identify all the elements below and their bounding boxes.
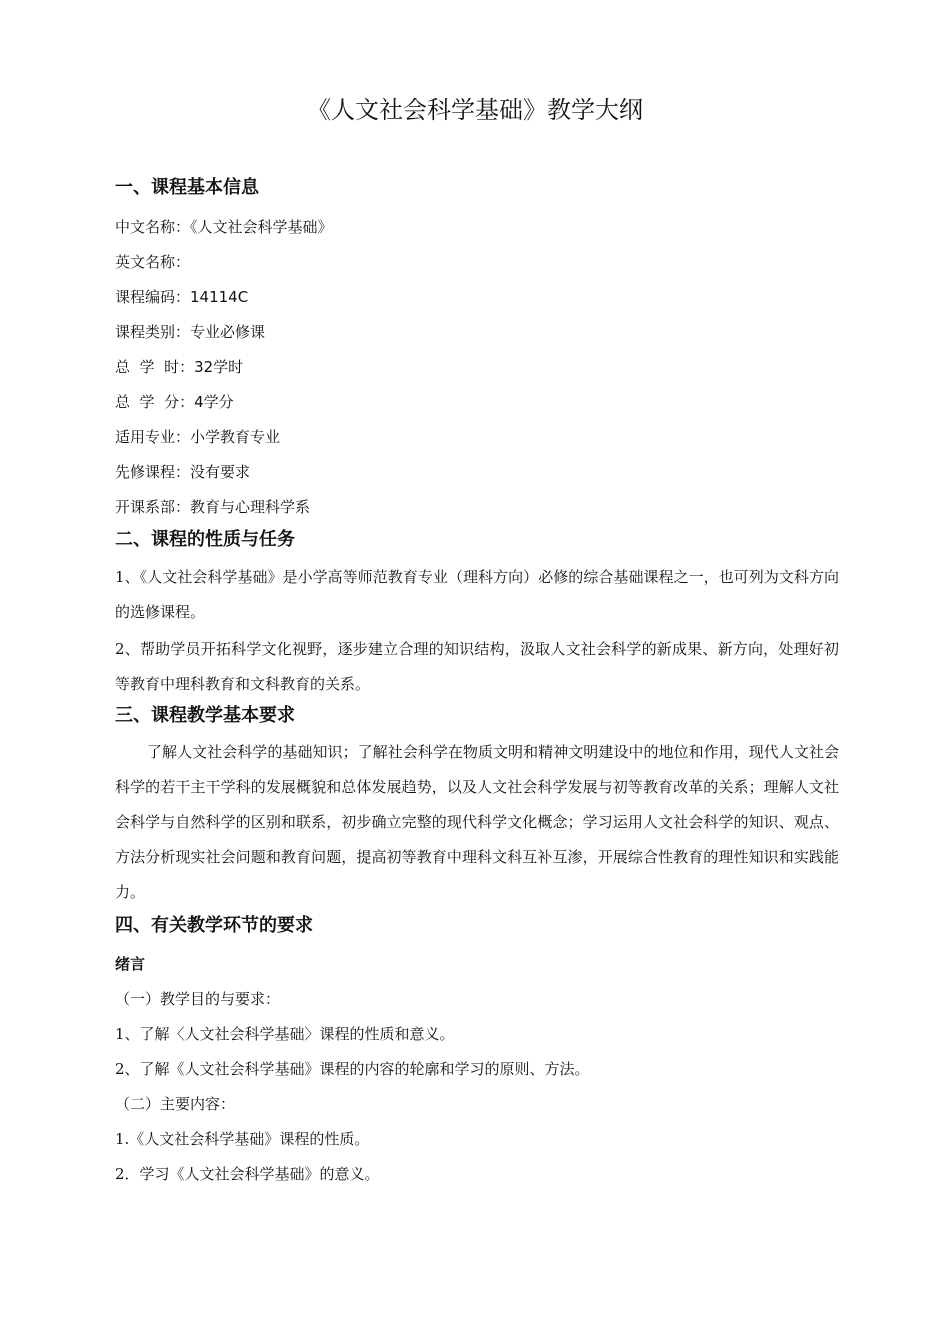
section-4-line-6: 2．学习《人文社会科学基础》的意义。 — [115, 1165, 380, 1183]
section-2-paragraph-2: 2、帮助学员开拓科学文化视野，逐步建立合理的知识结构，汲取人文社会科学的新成果、新方向，处理好初等教育中理科教育和文科教育的关系。 — [115, 640, 839, 693]
section-2-paragraph-1: 1、《人文社会科学基础》是小学高等师范教育专业（理科方向）必修的综合基础课程之一，也可列为文科方向的选修课程。 — [115, 568, 839, 621]
section-3-paragraph: 了解人文社会科学的基础知识；了解社会科学在物质文明和精神文明建设中的地位和作用，现代人文社会科学的若干主干学科的发展概貌和总体发展趋势，以及人文社会科学发展与初等教育改革的关系；理解人文社会科学与自然科学的区别和联系，初步确立完整的现代科学文化概念；学习运用人文社会科学的知识、观点、方法分析现实社会问题和教育问题，提高初等教育中理科文科互补互渗，开展综合性教育的理性知识和实践能力。 — [115, 743, 839, 901]
info-prerequisite: 先修课程：没有要求 — [115, 463, 251, 481]
info-major: 适用专业：小学教育专业 — [115, 428, 281, 446]
section-1-heading: 一、课程基本信息 — [115, 177, 259, 198]
info-course-code: 课程编码：14114C — [115, 288, 249, 306]
info-total-hours: 总 学 时：32学时 — [115, 358, 244, 376]
section-4-subheading: 绪言 — [115, 955, 146, 973]
info-total-credits: 总 学 分：4学分 — [115, 393, 234, 411]
section-3-heading: 三、课程教学基本要求 — [115, 705, 295, 726]
info-english-name: 英文名称： — [115, 253, 191, 271]
info-course-type: 课程类别：专业必修课 — [115, 323, 266, 341]
section-4-line-4: （二）主要内容： — [115, 1095, 236, 1113]
document-title: 《人文社会科学基础》教学大纲 — [307, 96, 643, 124]
section-4-heading: 四、有关教学环节的要求 — [115, 915, 313, 936]
info-department: 开课系部：教育与心理科学系 — [115, 498, 311, 516]
section-4-line-1: （一）教学目的与要求： — [115, 990, 281, 1008]
section-4-line-3: 2、了解《人文社会科学基础》课程的内容的轮廓和学习的原则、方法。 — [115, 1060, 590, 1078]
section-4-line-2: 1、了解〈人文社会科学基础〉课程的性质和意义。 — [115, 1025, 455, 1043]
section-2-heading: 二、课程的性质与任务 — [115, 529, 295, 550]
info-chinese-name: 中文名称：《人文社会科学基础》 — [115, 218, 333, 236]
section-4-line-5: 1.《人文社会科学基础》课程的性质。 — [115, 1130, 370, 1148]
